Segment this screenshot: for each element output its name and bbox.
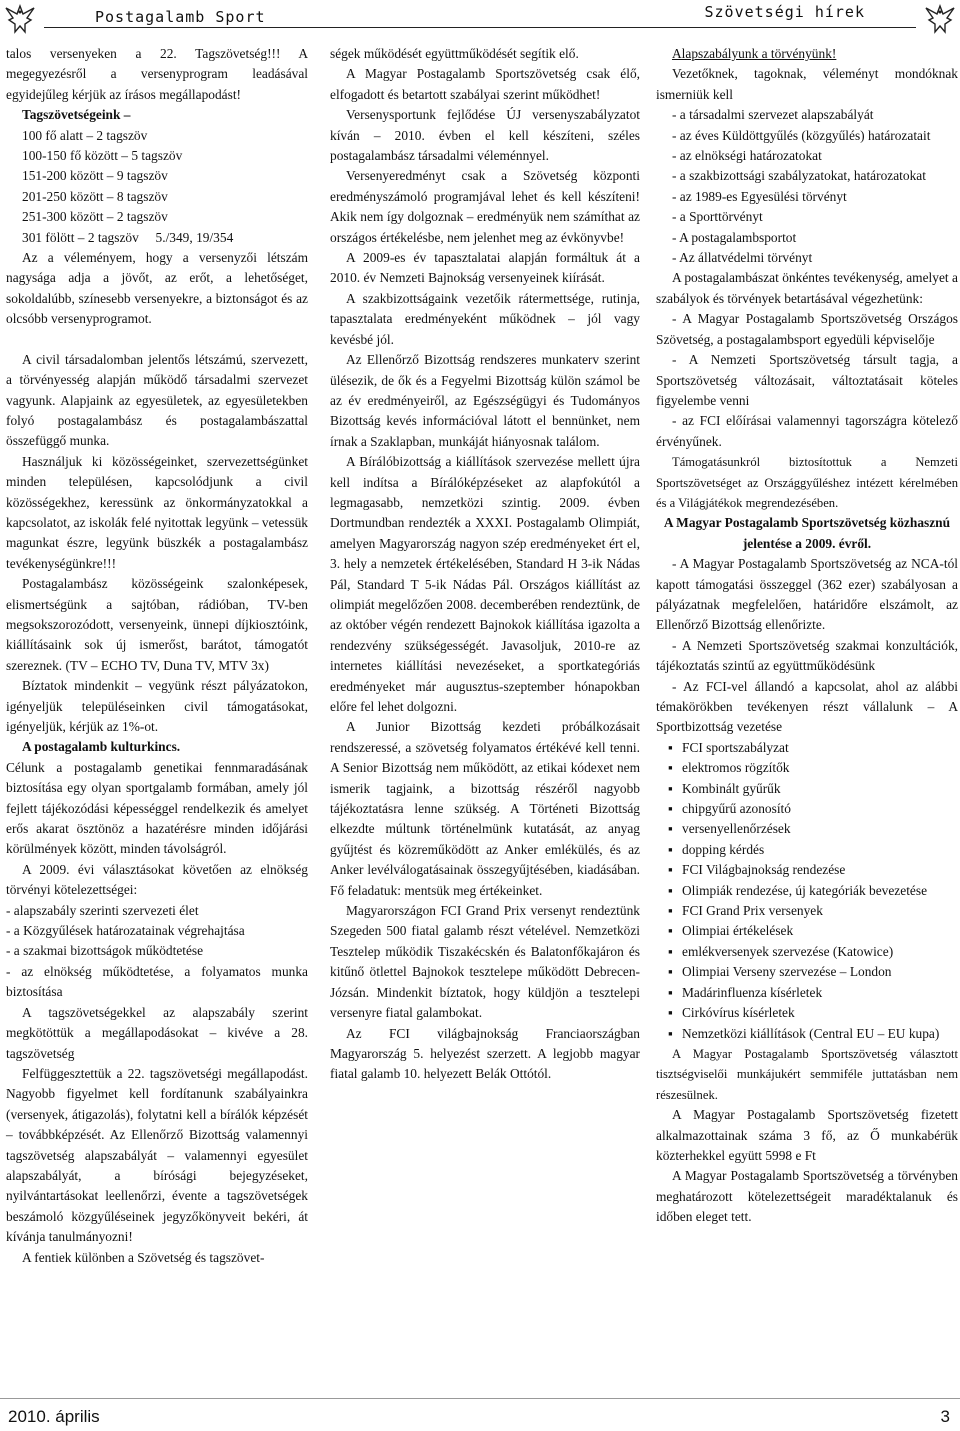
page-header — [0, 0, 960, 40]
list-item: 201-250 között – 8 tagszöv — [22, 188, 168, 204]
page-number: 3 — [940, 1407, 950, 1426]
paragraph: A Magyar Postagalamb Sportszövetség választott tisztségviselői munkájukért semmiféle juttatásban nem részesülnek. — [656, 1046, 958, 1102]
header-rule-left — [44, 27, 464, 28]
paragraph: Vezetőknek, tagoknak, véleményt mondóknak ismerniük kell — [656, 66, 958, 102]
list-item: - az elnökségi határozatokat — [672, 148, 822, 164]
list-item: - alapszabály szerinti szervezeti élet — [6, 902, 199, 918]
list-item: - A Magyar Postagalamb Sportszövetség Országos Szövetség, a postagalambsport egyedüli képviselője — [656, 311, 958, 347]
footer-rule — [0, 1398, 960, 1399]
paragraph: - A Magyar Postagalamb Sportszövetség az NCA-tól kapott támogatási összeggel (362 ezer) szabályosan a pályázatnak megfelelően, határidőre elszámolt, az Ellenőrző Bizottság ellenőrizte. — [656, 556, 958, 633]
paragraph: Bíztatok mindenkit – vegyünk részt pályázatokon, igényeljük településeinken civil támogatásokat, igényeljük, kérjük az 1%-ot. — [6, 678, 308, 734]
article-columns — [6, 44, 956, 1374]
header-rule-right — [440, 27, 916, 28]
column-2 — [330, 44, 640, 1085]
paragraph: A 2009. évi választásokat követően az elnökség törvényi kötelezettségei: — [6, 861, 308, 898]
list-item: ▪ Olimpiák rendezése, új kategóriák bevezetése — [682, 881, 958, 901]
paragraph: talos versenyeken a 22. Tagszövetség!!! A megegyezésről a versenyprogram leadásával egyidejűleg kérjük az írásos megállapodást! — [6, 46, 308, 102]
paragraph: A civil társadalomban jelentős létszámú, szervezett, a törvényesség alapján működő társadalmi szervezet vagyunk. Alapjaink az egyesületek, az egyesületekben folyó postagalambász és postagalambászattal összefüggő munka. — [6, 351, 308, 449]
paragraph: Használjuk ki közösségeinket, szervezettségünket minden településen, kapcsolódjunk a civil közösségekhez, keressünk az önkormányzatokkal a kapcsolatot, az iskolák felé nyitottak legyünk – vetessük magunkat észre, legyünk büszkék a postagalambász tevékenységünkre!!! — [6, 453, 308, 571]
column-1 — [6, 44, 308, 1268]
list-item: ▪ emlékversenyek szervezése (Katowice) — [682, 942, 958, 962]
header-right-title: Szövetségi hírek — [704, 3, 865, 21]
list-item: ▪ FCI Grand Prix versenyek — [682, 901, 958, 921]
list-item: 151-200 között – 9 tagszöv — [22, 168, 168, 184]
fci-topic-list — [656, 738, 958, 1044]
list-item: - Az állatvédelmi törvényt — [672, 250, 813, 266]
paragraph: A tagszövetségekkel az alapszabály szerint megkötöttük a megállapodásokat – kivéve a 28. tagszövetség — [6, 1004, 308, 1061]
list-item: 100-150 fő között – 5 tagszöv — [22, 148, 183, 164]
paragraph: Magyarországon FCI Grand Prix versenyt rendeztünk Szegeden 500 fiatal galamb részt vételével. Nemzetközi Tesztelep működik Tiszakécskén és Balatonfőkajáron és kitűnő ötlettel Bajnokok tesztelepe működött Debrecen-Józsán. Mindenkit bíztatok, hogy küldjön a tesztelepi versenyre fiatal galambokat. — [330, 903, 640, 1021]
paragraph: A szakbizottságaink vezetőik rátermettsége, rutinja, tapasztalata eredményeként működnek – jól vagy kevésbé jól. — [330, 290, 640, 347]
paragraph: Versenysportunk fejlődése ÚJ versenyszabályzatot kíván – 2010. évben el kell készíteni, széles postagalambász társadalmi véleménnyel. — [330, 107, 640, 164]
paragraph: Az FCI világbajnokság Franciaországban Magyarország 5. helyezést szerzett. A legjobb magyar fiatal galamb 10. helyezett Belák Ottótól. — [330, 1025, 640, 1082]
paragraph: Felfüggesztettük a 22. tagszövetségi megállapodást. Nagyobb figyelmet kell fordítanunk szabályainkra (versenyek, átigazolás), folytatni kell a bírálók képzését – továbbképzését. Az Ellenőrző Bizottság valamennyi tagszövetség alapszabályát – valamennyi egyesület alapszabályát, a bírósági bejegyzéseket, nyilvántartásokat leellenőrzi, évente a tagszövetségek beszámoló közgyűléseinek jegyzőkönyveit bekéri, át kívánja tanulmányozni! — [6, 1065, 308, 1245]
column-3 — [656, 44, 958, 1228]
list-item: - a társadalmi szervezet alapszabályát — [672, 107, 874, 123]
list-item: ▪ FCI Világbajnokság rendezése — [682, 860, 958, 880]
list-item: - az elnökség működtetése, a folyamatos munka biztosítása — [6, 963, 308, 1000]
paragraph: A Magyar Postagalamb Sportszövetség a törvényben meghatározott kötelezettségeit maradéktalanuk és időben eleget tett. — [656, 1168, 958, 1225]
list-item: 100 fő alatt – 2 tagszöv — [22, 127, 148, 143]
paragraph: A Junior Bizottság kezdeti próbálkozásait rendszeressé, a szövetség folyamatos értékévé kell tenni. A Senior Bizottság nem működött, az etikai kódexet nem ismerik tagjaink, a bizottság részéről nagyobb tájékoztatásra lenne szükség. A Történeti Bizottság elkezdte múltunk történelmünk kutatását, az anyag gyűjtést és közreműködött az Anker emlékülés, és az Anker levélválogatásainak összegyűjtésében, kiadásában. Fő feladatuk: mentsük meg értékeinket. — [330, 719, 640, 898]
list-item: ▪ Olimpiai értékelések — [682, 921, 958, 941]
paragraph: Az Ellenőrző Bizottság rendszeres munkaterv szerint ülésezik, de ők és a Fegyelmi Bizottság külön számol be az év eredményeiről, az Egészségügyi és Tudományos Bizottság kevés információval látott el bennünket, nem írnak a Szaklapban, munkáját hiányosnak találom. — [330, 352, 640, 449]
list-item: ▪ dopping kérdés — [682, 840, 958, 860]
list-item: - a szakmai bizottságok működtetése — [6, 943, 204, 959]
header-left-title: Postagalamb Sport — [95, 8, 266, 26]
list-item: - az éves Küldöttgyűlés (közgyűlés) határozatait — [672, 127, 931, 143]
list-item: - az 1989-es Egyesülési törvényt — [672, 188, 847, 204]
paragraph: Postagalambász közösségeink szalonképesek, elismertségünk a sajtóban, rádióban, TV-ben megsokszorozódott, versenyeink, ünnepi díjkiosztóink, kiállításaink sok új ismerőst, barátot, támogatót szereznek. (TV – ECHO TV, Duna TV, MTV 3x) — [6, 576, 308, 673]
list-item: ▪ FCI sportszabályzat — [682, 738, 958, 758]
list-item: ▪ Cirkóvírus kísérletek — [682, 1003, 958, 1023]
paragraph: A fentiek különben a Szövetség és tagszövet- — [22, 1249, 265, 1265]
paragraph: - Az FCI-vel állandó a kapcsolat, ahol az alábbi témakörökben tevékenyen részt vállalunk – A Sportbizottság vezetése — [656, 678, 958, 735]
list-item: ▪ chipgyűrű azonosító — [682, 799, 958, 819]
list-item: - a Sporttörvényt — [672, 209, 763, 225]
paragraph: A Magyar Postagalamb Sportszövetség csak élő, elfogadott és betartott szabályai szerint működhet! — [330, 66, 640, 102]
pigeon-emblem-icon — [3, 2, 37, 36]
footer-date: 2010. április — [8, 1407, 100, 1426]
list-item: ▪ Olimpiai Verseny szervezése – London — [682, 962, 958, 982]
list-item: - A postagalambsportot — [672, 229, 797, 245]
paragraph: Az a véleményem, hogy a versenyzői létszám nagysága adja a jövőt, az erőt, a lehetőséget, sokoldalúbb, színesebb versenyekre, a biztonságot és az olcsóbb versenyprogramot. — [6, 250, 308, 327]
list-item: ▪ Nemzetközi kiállítások (Central EU – EU kupa) — [682, 1024, 958, 1044]
list-item: 301 fölött – 2 tagszöv 5./349, 19/354 — [22, 229, 234, 245]
paragraph: A postagalambászat önkéntes tevékenység, amelyet a szabályok és törvények betartásával végezhetünk: — [656, 270, 958, 306]
list-item: 251-300 között – 2 tagszöv — [22, 209, 168, 225]
paragraph: Célunk a postagalamb genetikai fennmaradásának biztosítása egy olyan sportgalamb formában, amely jól fejlett tájékozódási képességgel rendelkezik és amelyet erős akarat ösztönöz a hazatérésre minden időjárási körülmények között, minden távolságról. — [6, 759, 308, 857]
list-item: ▪ Kombinált gyűrűk — [682, 779, 958, 799]
paragraph: Támogatásunkról biztosítottuk a Nemzeti Sportszövetséget az Országgyűléshez intézett kérelmében és a Világjátékok megrendezésében. — [656, 455, 958, 510]
list-item: ▪ versenyellenőrzések — [682, 819, 958, 839]
subheading: A postagalamb kulturkincs. — [22, 739, 181, 755]
paragraph: Versenyeredményt csak a Szövetség központi eredményszámoló programjával lehet és kell készíteni! Akik nem így dolgoznak – eredményük nem számíthat az országos értékelésbe, nem jelenhet meg az évkönyvbe! — [330, 168, 640, 245]
paragraph: A Magyar Postagalamb Sportszövetség fizetett alkalmazottainak száma 3 fő, az Ő munkabérük közterhekkel együtt 5998 e Ft — [656, 1107, 958, 1163]
paragraph: A 2009-es év tapasztalatai alapján formáltuk át a 2010. év Nemzeti Bajnokság versenyeinek kiírását. — [330, 250, 640, 286]
list-item: - a Közgyűlések határozatainak végrehajtása — [6, 923, 245, 939]
paragraph: A Bírálóbizottság a kiállítások szervezése mellett újra kell indítsa a Bírálóképzéseket az alapfokútól a legmagasabb, nemzetközi szintig. 2009. évben Dortmundban rendezték a XXXI. Postagalamb Olimpiát, amelyen Magyarország nagyon szép eredményeket ért el, 3. hely a nemzetek értékelésében, Standard H 3-ik Nádas Pál, Standard T 5-ik Nádas Pál. Országos kiállítást az olimpiát megelőzően 2008. decemberében rendeztünk, de az október végén rendezett Bajnokok kiállítása igazolta a rendezvény szükségességét. Javasoljuk, 2010-re az internetes kiállítási nevezéseket, a sportkategóriás eredményeket már augusztus-szeptember hónapokban előre fel lehet dolgozni. — [330, 454, 640, 714]
list-item: - A Nemzeti Sportszövetség társult tagja, a Sportszövetség változásait, változtatásait köteles figyelembe venni — [656, 352, 958, 408]
member-list-heading: Tagszövetségeink – — [22, 107, 131, 123]
report-heading: A Magyar Postagalamb Sportszövetség közhasznú jelentése a 2009. évről. — [663, 515, 951, 551]
paragraph: ségek működését együttműködését segítik elő. — [330, 46, 579, 61]
list-item: ▪ elektromos rögzítők — [682, 758, 958, 778]
list-item: - a szakbizottsági szabályzatokat, határozatokat — [672, 168, 926, 184]
paragraph: - A Nemzeti Sportszövetség szakmai konzultációk, tájékoztatás szintű az együttműködésünk — [656, 637, 958, 674]
list-item: - az FCI előírásai valamennyi tagországra kötelező érvényűnek. — [656, 413, 958, 449]
pigeon-emblem-icon — [923, 2, 957, 36]
list-item: ▪ Madárinfluenza kísérletek — [682, 983, 958, 1003]
section-heading: Alapszabályunk a törvényünk! — [672, 46, 837, 61]
